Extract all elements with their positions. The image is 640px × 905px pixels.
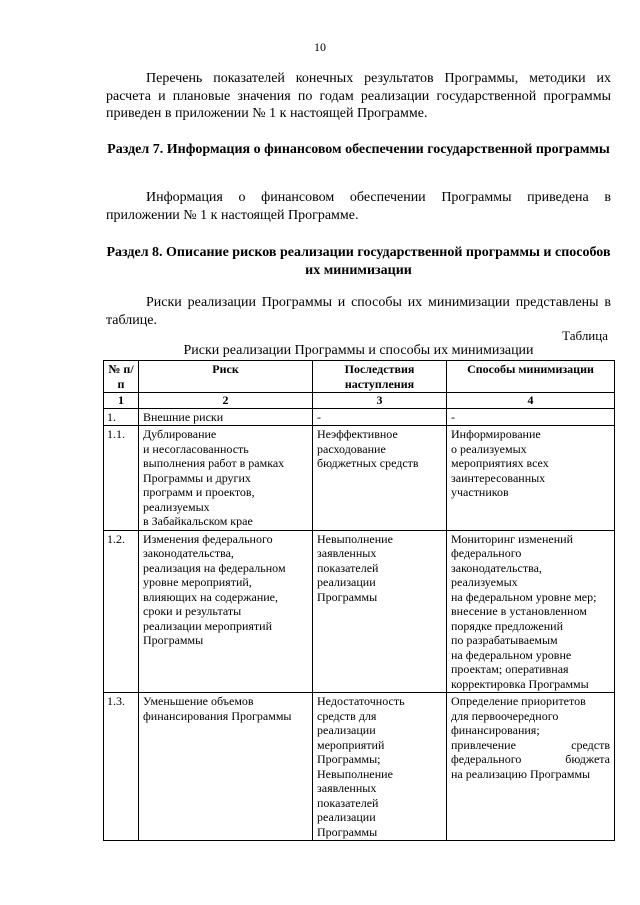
consequences-cell-line: реализации xyxy=(317,810,376,824)
mitigation-cell-line: заинтересованных xyxy=(451,470,546,485)
mitigation-cell-line: реализуемых xyxy=(451,575,518,589)
risk-cell-line: реализуемых xyxy=(143,499,210,514)
risk-cell-line: Программы и других xyxy=(143,470,251,485)
page-number: 10 xyxy=(314,40,326,54)
intro-paragraph: Перечень показателей конечных результатов Программы, методики их расчета и плановые значения по годам реализации государственной программы приведен в приложении № 1 к настоящей Программе. xyxy=(106,71,611,121)
consequences-cell-line: средств для xyxy=(317,708,377,723)
mitigation-cell-line: законодательства, xyxy=(451,560,542,575)
table-title: Риски реализации Программы и способы их минимизации xyxy=(183,343,534,358)
mitigation-cell-line: корректировка Программы xyxy=(451,676,589,691)
column-number: 3 xyxy=(313,393,447,409)
consequences-cell-line: заявленных xyxy=(317,781,377,795)
risk-cell-line: Внешние риски xyxy=(143,409,224,424)
table-row xyxy=(104,693,615,841)
risk-cell-line: в Забайкальском крае xyxy=(143,514,253,528)
risk-cell-line: реализации мероприятий xyxy=(143,618,273,633)
consequences-cell-line: Программы xyxy=(317,589,378,604)
mitigation-cell-line: мероприятиях всех xyxy=(451,456,549,470)
mitigation-cell-line: - xyxy=(451,409,455,424)
risk-cell-line: сроки и результаты xyxy=(143,604,242,618)
risk-cell xyxy=(139,426,313,531)
row-number: 1.3. xyxy=(104,693,139,841)
consequences-cell xyxy=(313,693,447,841)
consequences-cell-line: реализации xyxy=(317,723,376,737)
risk-cell xyxy=(139,693,313,841)
section8-text: Риски реализации Программы и способы их минимизации представлены в таблице. xyxy=(106,295,611,328)
mitigation-cell xyxy=(447,426,615,531)
consequences-cell-line: реализации xyxy=(317,575,376,589)
consequences-cell-line: Неэффективное xyxy=(317,427,398,441)
mitigation-cell-line: для первоочередного xyxy=(451,708,559,723)
row-number: 1.2. xyxy=(104,530,139,693)
section7-text: Информация о финансовом обеспечении Программы приведена в приложении № 1 к настоящей Программе. xyxy=(106,190,611,223)
consequences-cell-line: бюджетных средств xyxy=(317,456,419,470)
risk-cell-line: влияющих на содержание, xyxy=(143,589,279,604)
consequences-cell-line: мероприятий xyxy=(317,737,385,752)
section7-heading: Раздел 7. Информация о финансовом обеспечении государственной программы xyxy=(107,142,610,157)
risk-cell xyxy=(139,408,313,426)
column-number: 1 xyxy=(104,393,139,409)
risk-cell-line: реализация на федеральном xyxy=(143,560,286,575)
risk-cell-line: уровне мероприятий, xyxy=(143,575,252,589)
consequences-cell-line: Программы; xyxy=(317,752,381,766)
row-number: 1. xyxy=(104,408,139,426)
mitigation-cell-line: на федеральном уровне xyxy=(451,647,572,662)
risk-cell-line: Дублирование xyxy=(143,427,217,441)
risk-cell xyxy=(139,530,313,693)
row-number: 1.1. xyxy=(104,426,139,531)
consequences-cell-line: - xyxy=(317,409,321,424)
column-number: 2 xyxy=(139,393,313,409)
mitigation-cell-line: на федеральном уровне мер; xyxy=(451,589,597,604)
mitigation-cell-line: проектам; оперативная xyxy=(451,662,569,676)
mitigation-cell-line: Мониторинг изменений xyxy=(451,531,573,546)
mitigation-cell-line: порядке предложений xyxy=(451,618,564,633)
consequences-cell-line: заявленных xyxy=(317,546,377,560)
risk-cell-line: законодательства, xyxy=(143,546,234,560)
mitigation-cell-line: привлечение средств xyxy=(451,737,610,752)
mitigation-cell-line: федерального бюджета xyxy=(451,752,610,766)
column-number: 4 xyxy=(447,393,615,409)
consequences-cell xyxy=(313,530,447,693)
mitigation-cell-line: федерального xyxy=(451,546,522,560)
section8-heading: Раздел 8. Описание рисков реализации государственной программы и способов их минимизации xyxy=(106,245,611,278)
mitigation-cell-line: Информирование xyxy=(451,427,541,441)
header-num: № п/п xyxy=(104,361,139,393)
risk-cell-line: выполнения работ в рамках xyxy=(143,456,285,470)
table-row xyxy=(104,426,615,531)
mitigation-cell-line: на реализацию Программы xyxy=(451,766,591,781)
risk-cell-line: программ и проектов, xyxy=(143,485,255,499)
risk-cell-line: Изменения федерального xyxy=(143,531,273,546)
consequences-cell-line: Невыполнение xyxy=(317,531,393,546)
mitigation-cell xyxy=(447,408,615,426)
consequences-cell-line: показателей xyxy=(317,560,379,575)
mitigation-cell xyxy=(447,693,615,841)
consequences-cell-line: Программы xyxy=(317,824,378,839)
risk-table xyxy=(103,360,615,841)
mitigation-cell-line: финансирования; xyxy=(451,723,540,737)
consequences-cell-line: расходование xyxy=(317,441,386,456)
risk-cell-line: Уменьшение объемов xyxy=(143,694,254,708)
table-header-row xyxy=(104,361,615,393)
consequences-cell xyxy=(313,426,447,531)
mitigation-cell-line: о реализуемых xyxy=(451,441,527,456)
mitigation-cell-line: Определение приоритетов xyxy=(451,694,586,708)
table-row xyxy=(104,530,615,693)
risk-table-body xyxy=(104,408,615,841)
risk-cell-line: финансирования Программы xyxy=(143,708,292,723)
table-row xyxy=(104,408,615,426)
mitigation-cell-line: по разрабатываемым xyxy=(451,633,558,647)
consequences-cell xyxy=(313,408,447,426)
mitigation-cell xyxy=(447,530,615,693)
header-risk: Риск xyxy=(139,361,313,393)
consequences-cell-line: Недостаточность xyxy=(317,694,405,708)
consequences-cell-line: Невыполнение xyxy=(317,766,393,781)
mitigation-cell-line: участников xyxy=(451,485,509,499)
header-consequences: Последствия наступления xyxy=(313,361,447,393)
consequences-cell-line: показателей xyxy=(317,795,379,810)
table-label: Таблица xyxy=(562,328,608,343)
header-mitigation: Способы минимизации xyxy=(447,361,615,393)
column-number-row xyxy=(104,393,615,409)
mitigation-cell-line: внесение в установленном xyxy=(451,604,587,618)
risk-cell-line: Программы xyxy=(143,633,204,647)
risk-cell-line: и несогласованность xyxy=(143,441,249,456)
